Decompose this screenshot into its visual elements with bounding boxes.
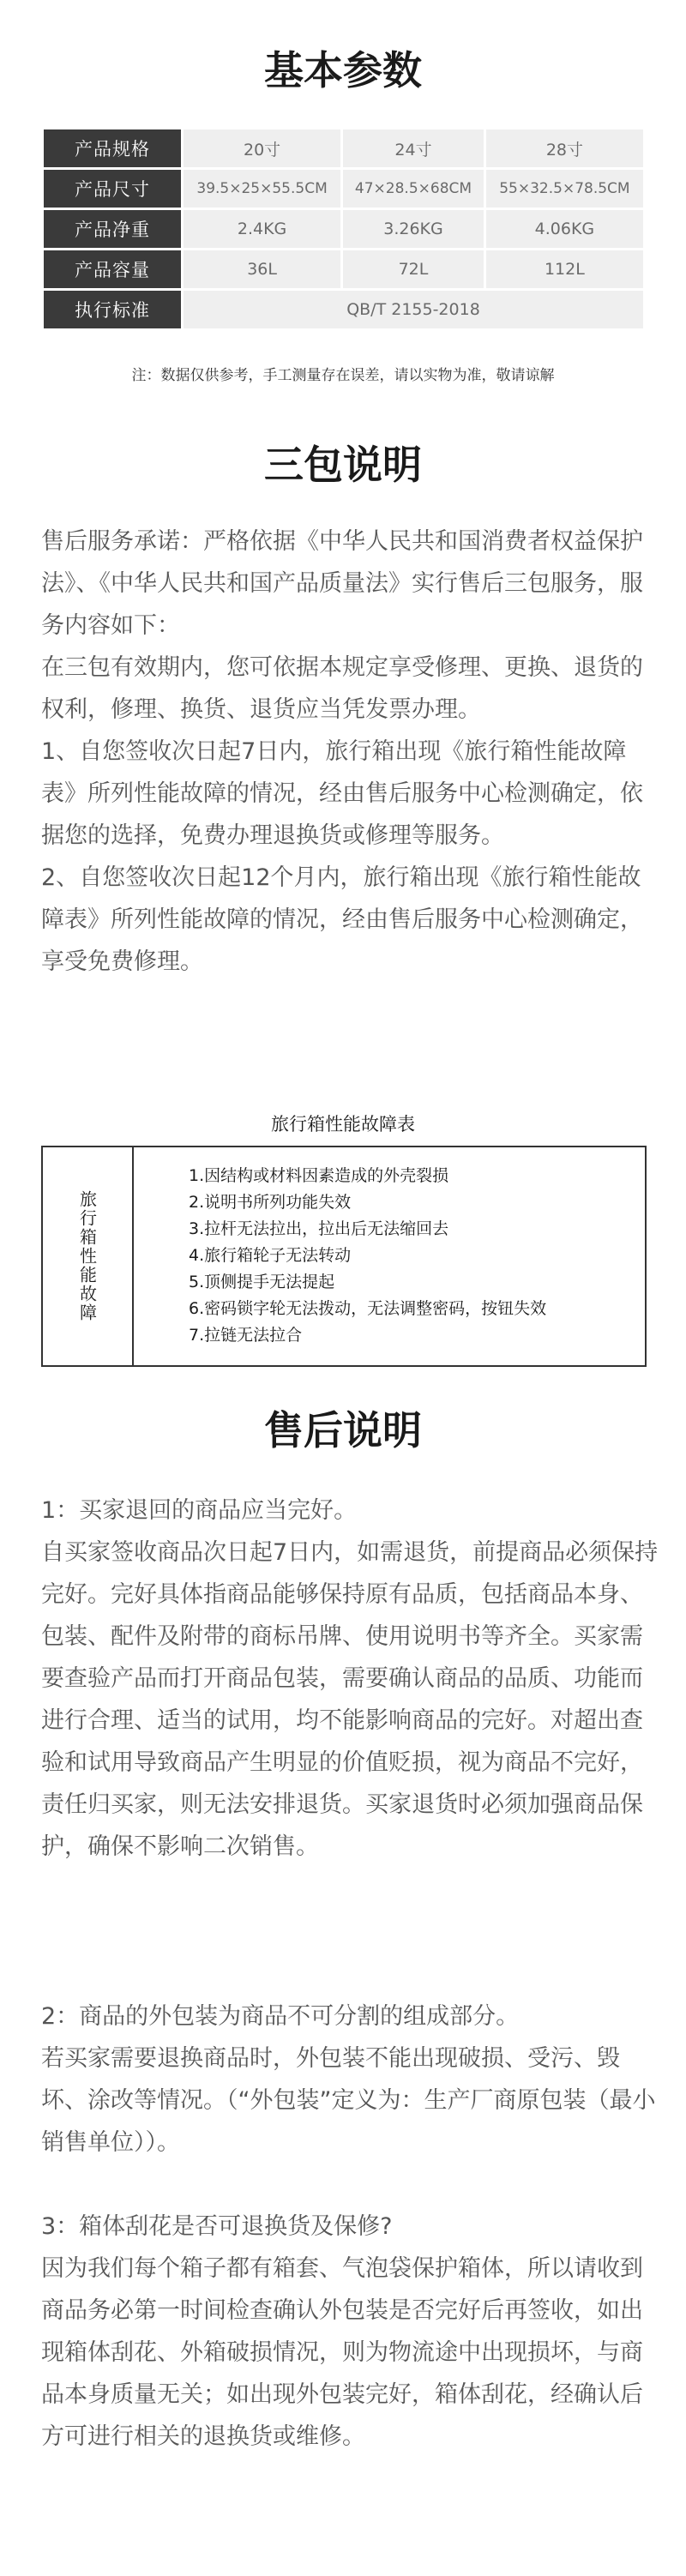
spec-label: 产品规格 [44,129,181,167]
spec-cell: 20寸 [184,129,340,167]
fault-table [41,1146,647,1367]
warranty-paragraph: 在三包有效期内，您可依据本规定享受修理、更换、退货的权利，修理、换货、退货应当凭发票办理。 [41,654,643,723]
fault-item: 1.因结构或材料因素造成的外壳裂损 [189,1166,449,1185]
spec-row-weight [44,210,643,248]
warranty-paragraph: 1、自您签收次日起7日内，旅行箱出现《旅行箱性能故障表》所列性能故障的情况，经由售后服务中心检测确定，依据您的选择，免费办理退换货或修理等服务。 [41,738,643,849]
spec-cell: 112L [486,250,643,288]
aftersale-block-3 [41,2206,659,2458]
fault-table-label-cell [43,1147,134,1365]
aftersale-heading: 1：买家退回的商品应当完好。 [41,1497,358,1524]
fault-item: 2.说明书所列功能失效 [189,1193,352,1212]
fault-item: 4.旅行箱轮子无法转动 [189,1246,352,1265]
spec-label: 产品净重 [44,210,181,248]
spec-row-standard [44,291,643,328]
aftersale-title: 售后说明 [264,1407,422,1454]
spec-cell: 3.26KG [343,210,484,248]
spec-note: 注：数据仅供参考，手工测量存在误差，请以实物为准，敬请谅解 [131,367,555,384]
warranty-paragraph: 2、自您签收次日起12个月内，旅行箱出现《旅行箱性能故障表》所列性能故障的情况，经由售后服务中心检测确定，享受免费修理。 [41,864,643,975]
spec-cell: 24寸 [343,129,484,167]
spec-row-dimensions [44,170,643,208]
fault-item: 5.顶侧提手无法提起 [189,1273,335,1291]
fault-list [134,1147,546,1365]
fault-item: 3.拉杆无法拉出，拉出后无法缩回去 [189,1219,449,1238]
spec-cell: 55×32.5×78.5CM [486,170,643,208]
spec-table [41,127,646,331]
warranty-title: 三包说明 [264,442,422,488]
spec-row-capacity [44,250,643,288]
spec-label: 产品尺寸 [44,170,181,208]
warranty-paragraph: 售后服务承诺：严格依据《中华人民共和国消费者权益保护法》、《中华人民共和国产品质量法》实行售后三包服务，服务内容如下： [41,528,643,639]
spec-cell: 4.06KG [486,210,643,248]
fault-item: 7.拉链无法拉合 [189,1326,303,1345]
spec-row-size [44,129,643,167]
spec-cell-standard: QB/T 2155-2018 [184,291,643,328]
fault-table-caption: 旅行箱性能故障表 [271,1114,415,1135]
spec-cell: 39.5×25×55.5CM [184,170,340,208]
params-title: 基本参数 [264,47,422,93]
aftersale-block-1 [41,1490,659,1868]
aftersale-block-2 [41,1995,659,2164]
fault-item: 6.密码锁字轮无法拨动，无法调整密码，按钮失效 [189,1299,547,1318]
fault-table-label: 旅行箱性能故障 [76,1190,98,1322]
spec-cell: 2.4KG [184,210,340,248]
spec-cell: 36L [184,250,340,288]
aftersale-heading: 2：商品的外包装为商品不可分割的组成部分。 [41,2003,520,2030]
spec-cell: 72L [343,250,484,288]
spec-label: 产品容量 [44,250,181,288]
aftersale-heading: 3：箱体刮花是否可退换货及保修? [41,2213,393,2240]
aftersale-text: 因为我们每个箱子都有箱套、气泡袋保护箱体，所以请收到商品务必第一时间检查确认外包装是否完好后再签收，如出现箱体刮花、外箱破损情况，则为物流途中出现损坏，与商品本身质量无关；如出现外包装完好，箱体刮花，经确认后方可进行相关的退换货或维修。 [41,2255,643,2450]
aftersale-text: 若买家需要退换商品时，外包装不能出现破损、受污、毁坏、涂改等情况。（“外包装”定义为：生产厂商原包装（最小销售单位））。 [41,2045,656,2156]
warranty-text [41,521,659,983]
spec-cell: 47×28.5×68CM [343,170,484,208]
spec-cell: 28寸 [486,129,643,167]
spec-label: 执行标准 [44,291,181,328]
aftersale-text: 自买家签收商品次日起7日内，如需退货，前提商品必须保持完好。完好具体指商品能够保持原有品质，包括商品本身、包装、配件及附带的商标吊牌、使用说明书等齐全。买家需要查验产品而打开商品包装，需要确认商品的品质、功能而进行合理、适当的试用，均不能影响商品的完好。对超出查验和试用导致商品产生明显的价值贬损，视为商品不完好，责任归买家，则无法安排退货。买家退货时必须加强商品保护，确保不影响二次销售。 [41,1539,659,1860]
